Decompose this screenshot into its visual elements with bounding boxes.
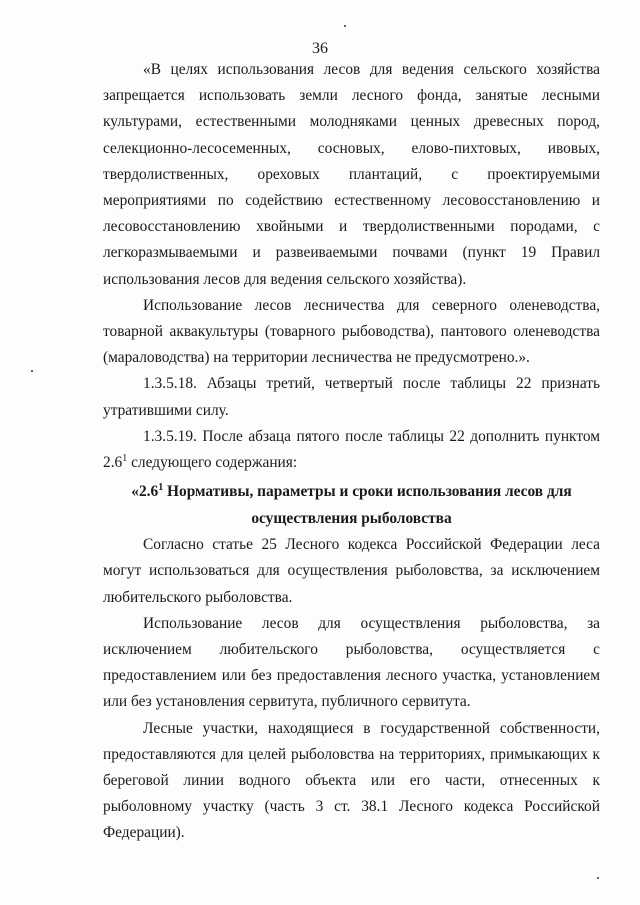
section-heading-line-2: осуществления рыболовства xyxy=(251,510,452,528)
page-number: 36 xyxy=(312,40,328,57)
scan-speck xyxy=(31,370,33,372)
paragraph-item-1-3-5-19 xyxy=(103,424,600,476)
heading-superscript: 1 xyxy=(158,482,164,494)
item-1-3-5-19-tail: следующего содержания: xyxy=(127,454,298,472)
paragraph-item-1-3-5-18: 1.3.5.18. Абзацы третий, четвертый после таблицы 22 признать утратившими силу. xyxy=(103,375,600,419)
scan-speck xyxy=(597,877,599,879)
paragraph-state-land-plots: Лесные участки, находящиеся в государственной собственности, предоставляются для целей рыболовства на территориях, примыкающих к береговой линии водного объекта или его части, отнесенных к рыболовному участку (часть 3 ст. 38.1 Лесного кодекса Российской Федерации). xyxy=(103,719,600,842)
section-heading-line-1 xyxy=(103,478,600,505)
paragraph-reindeer-herding: Использование лесов лесничества для северного оленеводства, товарной аквакультуры (товарного рыбоводства), пантового оленеводства (мараловодства) на территории лесничества не предусмотрено.». xyxy=(103,296,600,367)
heading-text: Нормативы, параметры и сроки использования лесов для xyxy=(163,483,572,501)
document-body xyxy=(103,57,600,847)
item-1-3-5-19-text: 1.3.5.19. После абзаца пятого после таблицы 22 дополнить пунктом 2.6 xyxy=(103,427,600,472)
paragraph-fishing-article-25: Согласно статье 25 Лесного кодекса Российской Федерации леса могут использоваться для осуществления рыболовства, за исключением любительского рыболовства. xyxy=(103,536,600,606)
paragraph-fishing-use: Использование лесов для осуществления рыболовства, за исключением любительского рыболовства, осуществляется с предоставлением или без предоставления лесного участка, установлением или без установления сервитута, публичного сервитута. xyxy=(103,614,600,711)
heading-number: «2.6 xyxy=(131,483,159,501)
paragraph-agriculture: «В целях использования лесов для ведения сельского хозяйства запрещается использовать земли лесного фонда, занятые лесными культурами, естественными молодняками ценных древесных пород, селекционно-лесосеменных, сосновых, елово-пихтовых, ивовых, твердолиственных, ореховых плантаций, с проектируемыми мероприятиями по содействию естественному лесовосстановлению и лесовосстановлению хвойными и твердолиственными породами, с легкоразмываемыми и развеиваемыми почвами (пункт 19 Правил использования лесов для ведения сельского хозяйства). xyxy=(103,61,600,288)
item-1-3-5-19-superscript: 1 xyxy=(122,453,128,465)
scan-speck xyxy=(344,25,346,27)
